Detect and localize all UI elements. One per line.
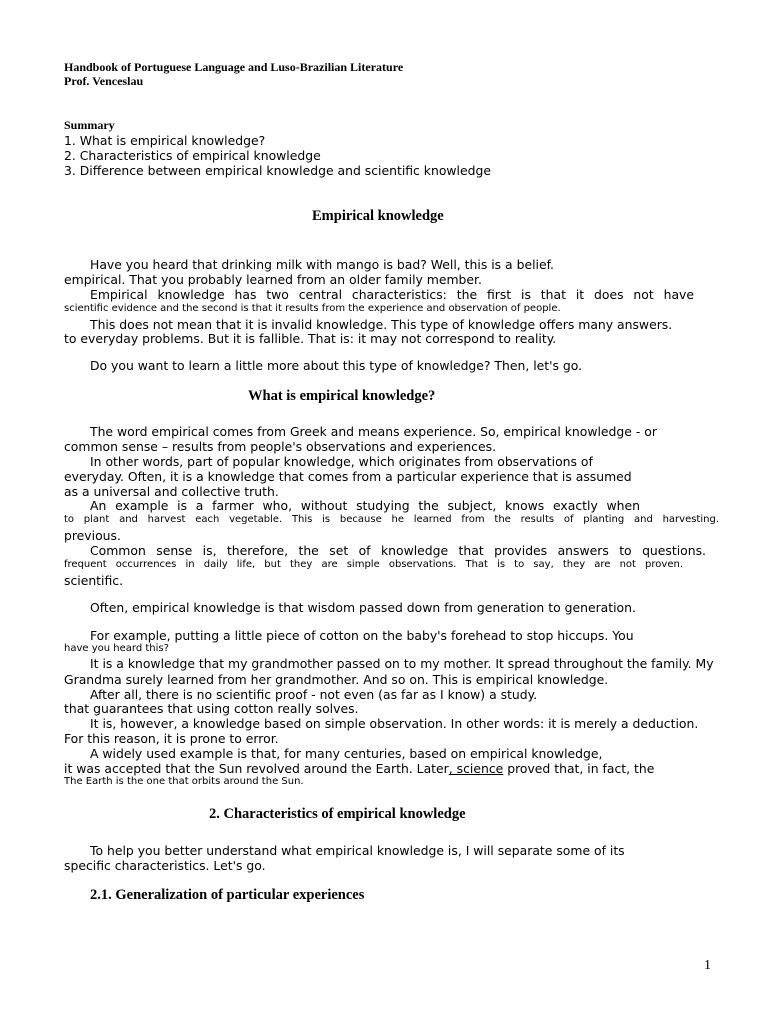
paragraph-line: scientific. [64, 573, 124, 588]
paragraph-line: For this reason, it is prone to error. [64, 731, 279, 746]
paragraph-line: specific characteristics. Let's go. [64, 858, 266, 873]
line-segment: it was accepted that the Sun revolved around the Earth. Later [64, 761, 449, 776]
paragraph-line: common sense – results from people's observations and experiences. [64, 439, 497, 454]
paragraph-line: have you heard this? [64, 643, 169, 654]
paragraph-line: The Earth is the one that orbits around the Sun. [64, 776, 304, 787]
paragraph-line: to everyday problems. But it is fallible. That is: it may not correspond to reality. [64, 331, 557, 346]
paragraph-line: It is, however, a knowledge based on simple observation. In other words: it is merely a deduction. [90, 716, 699, 731]
paragraph-line: as a universal and collective truth. [64, 484, 279, 499]
paragraph-line: For example, putting a little piece of cotton on the baby's forehead to stop hiccups. You [90, 628, 634, 643]
paragraph-line: Common sense is, therefore, the set of knowledge that provides answers to questions. [90, 543, 706, 558]
paragraph-line: A widely used example is that, for many centuries, based on empirical knowledge, [90, 746, 603, 761]
subsection-heading: 2.1. Generalization of particular experiences [90, 887, 365, 903]
paragraph-line: everyday. Often, it is a knowledge that comes from a particular experience that is assumed [64, 469, 632, 484]
line-segment: proved that, in fact, the [503, 761, 655, 776]
paragraph-line [64, 761, 654, 776]
paragraph-line: It is a knowledge that my grandmother passed on to my mother. It spread throughout the family. My [90, 656, 714, 671]
paragraph-line: frequent occurrences in daily life, but they are simple observations. That is to say, they are not proven. [64, 559, 683, 570]
paragraph-line: In other words, part of popular knowledge, which originates from observations of [90, 454, 593, 469]
paragraph-line: that guarantees that using cotton really solves. [64, 701, 359, 716]
page-number: 1 [704, 958, 711, 973]
section-heading: 2. Characteristics of empirical knowledge [209, 806, 466, 822]
author-name: Prof. Venceslau [64, 74, 144, 88]
summary-item: 1. What is empirical knowledge? [64, 133, 266, 148]
paragraph-line: After all, there is no scientific proof - not even (as far as I know) a study. [90, 687, 538, 702]
section-heading: Empirical knowledge [312, 208, 444, 224]
section-heading: What is empirical knowledge? [248, 388, 436, 404]
paragraph-line: An example is a farmer who, without studying the subject, knows exactly when [90, 498, 640, 513]
paragraph-line: Empirical knowledge has two central characteristics: the first is that it does not have [90, 287, 694, 302]
paragraph-line: empirical. That you probably learned from an older family member. [64, 272, 482, 287]
paragraph-line: The word empirical comes from Greek and means experience. So, empirical knowledge - or [90, 424, 657, 439]
summary-item: 3. Difference between empirical knowledge and scientific knowledge [64, 163, 491, 178]
paragraph-line: previous. [64, 528, 121, 543]
summary-label: Summary [64, 118, 115, 132]
paragraph-line: Have you heard that drinking milk with mango is bad? Well, this is a belief. [90, 257, 554, 272]
paragraph-line: This does not mean that it is invalid knowledge. This type of knowledge offers many answers. [90, 317, 673, 332]
paragraph-line: scientific evidence and the second is that it results from the experience and observation of people. [64, 303, 561, 314]
handbook-title: Handbook of Portuguese Language and Luso-Brazilian Literature [64, 60, 404, 74]
paragraph-line: Do you want to learn a little more about this type of knowledge? Then, let's go. [90, 358, 583, 373]
paragraph-line: Often, empirical knowledge is that wisdom passed down from generation to generation. [90, 600, 636, 615]
paragraph-line: To help you better understand what empirical knowledge is, I will separate some of its [90, 843, 625, 858]
summary-item: 2. Characteristics of empirical knowledge [64, 148, 321, 163]
underlined-segment: , science [448, 761, 504, 776]
paragraph-line: Grandma surely learned from her grandmother. And so on. This is empirical knowledge. [64, 672, 609, 687]
paragraph-line: to plant and harvest each vegetable. This is because he learned from the results of planting and harvesting. [64, 514, 719, 525]
